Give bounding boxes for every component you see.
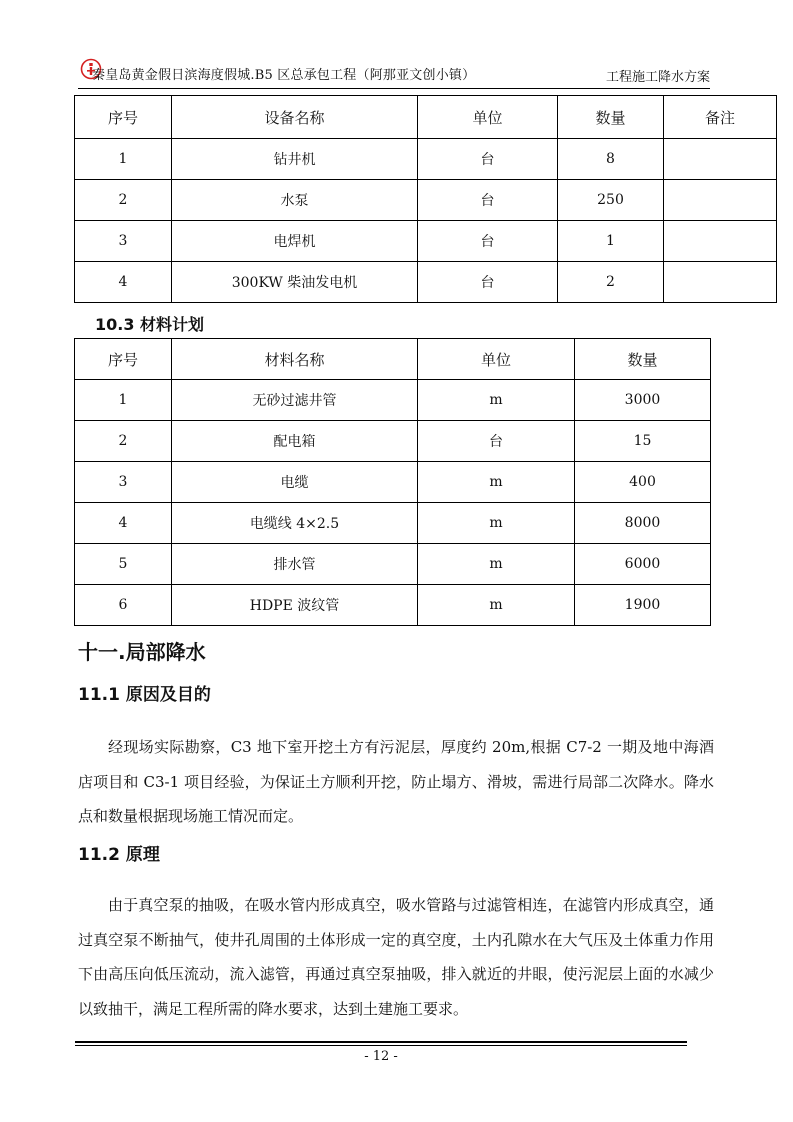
table-row xyxy=(75,139,777,180)
table-cell: 电缆 xyxy=(172,462,418,503)
table-cell: m xyxy=(418,380,575,421)
table-cell xyxy=(664,262,777,303)
table-cell: 5 xyxy=(75,544,172,585)
table-cell: 3 xyxy=(75,462,172,503)
table-row xyxy=(75,380,711,421)
table-row xyxy=(75,585,711,626)
table-cell xyxy=(664,139,777,180)
table-cell: 8000 xyxy=(575,503,711,544)
table-row xyxy=(75,262,777,303)
footer-rule xyxy=(75,1045,687,1046)
column-header: 单位 xyxy=(418,339,575,380)
table-cell: 6 xyxy=(75,585,172,626)
column-header: 序号 xyxy=(75,339,172,380)
table-cell: 1 xyxy=(558,221,664,262)
table-cell: 无砂过滤井管 xyxy=(172,380,418,421)
table-cell: 1 xyxy=(75,139,172,180)
table-cell: HDPE 波纹管 xyxy=(172,585,418,626)
table-cell: m xyxy=(418,462,575,503)
chapter-heading-11: 十一.局部降水 xyxy=(78,640,206,664)
table-cell: 2 xyxy=(75,180,172,221)
table-header-row xyxy=(75,96,777,139)
table-cell: 6000 xyxy=(575,544,711,585)
table-cell xyxy=(664,180,777,221)
table-row xyxy=(75,180,777,221)
table-cell: 台 xyxy=(418,421,575,462)
section-heading-11-2: 11.2 原理 xyxy=(78,845,160,865)
table-cell: 1900 xyxy=(575,585,711,626)
table-cell: 15 xyxy=(575,421,711,462)
table-cell: 钻井机 xyxy=(172,139,418,180)
table-cell: 台 xyxy=(418,139,558,180)
table-cell: m xyxy=(418,544,575,585)
page-number: - 12 - xyxy=(364,1049,398,1064)
table-cell: m xyxy=(418,585,575,626)
table-cell: 排水管 xyxy=(172,544,418,585)
table-cell: 3 xyxy=(75,221,172,262)
table-cell: 电焊机 xyxy=(172,221,418,262)
table-cell: 4 xyxy=(75,262,172,303)
column-header: 设备名称 xyxy=(172,96,418,139)
equipment-table xyxy=(74,95,777,303)
table-header-row xyxy=(75,339,711,380)
column-header: 备注 xyxy=(664,96,777,139)
document-title: 工程施工降水方案 xyxy=(605,70,710,85)
table-row xyxy=(75,503,711,544)
table-cell: 8 xyxy=(558,139,664,180)
table-cell: 1 xyxy=(75,380,172,421)
page-footer xyxy=(75,1041,687,1064)
table-cell: 水泵 xyxy=(172,180,418,221)
section-heading-11-1: 11.1 原因及目的 xyxy=(78,685,211,705)
table-cell: 300KW 柴油发电机 xyxy=(172,262,418,303)
column-header: 材料名称 xyxy=(172,339,418,380)
table-cell: 台 xyxy=(418,262,558,303)
section-heading-10-3: 10.3 材料计划 xyxy=(95,315,205,334)
table-cell: 2 xyxy=(75,421,172,462)
paragraph-principle: 由于真空泵的抽吸，在吸水管内形成真空，吸水管路与过滤管相连，在滤管内形成真空，通过真空泵不断抽气，使井孔周围的土体形成一定的真空度，土内孔隙水在大气压及土体重力作用下由高压向低压流动，流入滤管，再通过真空泵抽吸，排入就近的井眼，使污泥层上面的水减少以致抽干，满足工程所需的降水要求，达到土建施工要求。 xyxy=(78,896,714,1018)
table-cell: 台 xyxy=(418,180,558,221)
table-cell: 2 xyxy=(558,262,664,303)
project-title: 秦皇岛黄金假日滨海度假城.B5 区总承包工程（阿那亚文创小镇） xyxy=(92,68,476,83)
table-cell: 250 xyxy=(558,180,664,221)
column-header: 数量 xyxy=(558,96,664,139)
table-row xyxy=(75,421,711,462)
table-cell: 400 xyxy=(575,462,711,503)
table-cell: 电缆线 4×2.5 xyxy=(172,503,418,544)
table-row xyxy=(75,544,711,585)
column-header: 数量 xyxy=(575,339,711,380)
table-cell xyxy=(664,221,777,262)
column-header: 序号 xyxy=(75,96,172,139)
footer-rule xyxy=(75,1041,687,1043)
page-header xyxy=(78,58,710,89)
material-table xyxy=(74,338,711,626)
table-cell: m xyxy=(418,503,575,544)
table-cell: 3000 xyxy=(575,380,711,421)
column-header: 单位 xyxy=(418,96,558,139)
table-cell: 台 xyxy=(418,221,558,262)
table-row xyxy=(75,462,711,503)
table-cell: 4 xyxy=(75,503,172,544)
table-cell: 配电箱 xyxy=(172,421,418,462)
paragraph-reason-purpose: 经现场实际勘察，C3 地下室开挖土方有污泥层，厚度约 20m,根据 C7-2 一期及地中海酒店项目和 C3-1 项目经验，为保证土方顺利开挖，防止塌方、滑坡，需进行局部二次降水。降水点和数量根据现场施工情况而定。 xyxy=(78,738,714,825)
table-row xyxy=(75,221,777,262)
